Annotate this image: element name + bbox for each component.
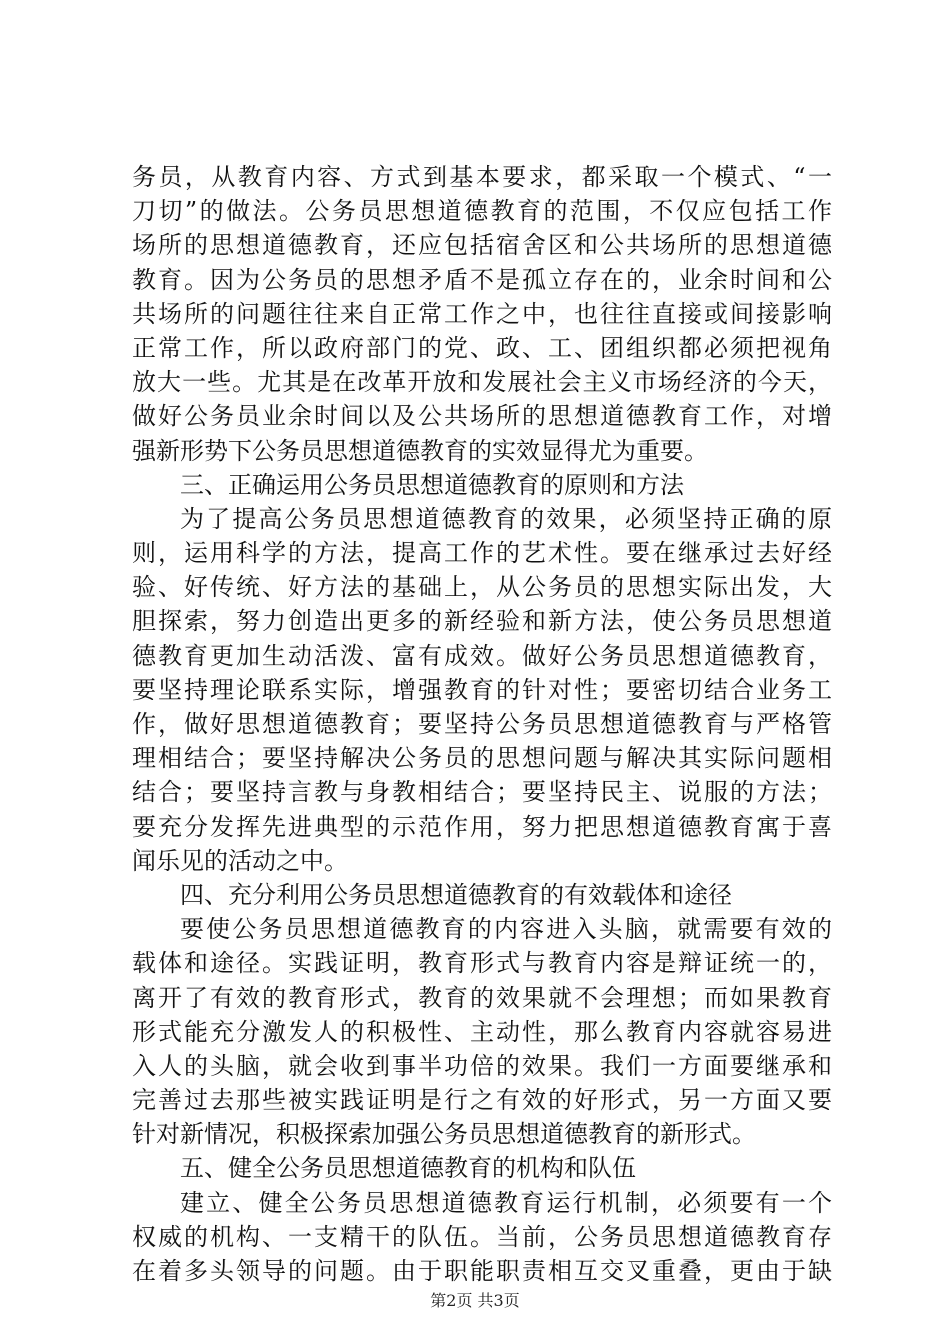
text-line: 离开了有效的教育形式，教育的效果就不会理想；而如果教育 (132, 983, 832, 1012)
section-heading: 三、正确运用公务员思想道德教育的原则和方法 (180, 470, 684, 499)
text-line: 德教育更加生动活泼、富有成效。做好公务员思想道德教育， (132, 641, 832, 670)
page-footer: 第2页 共3页 (430, 1291, 520, 1310)
text-line: 在着多头领导的问题。由于职能职责相互交叉重叠，更由于缺 (132, 1257, 832, 1285)
text-line: 正常工作，所以政府部门的党、政、工、团组织都必须把视角 (132, 333, 832, 362)
text-line: 胆探索，努力创造出更多的新经验和新方法，使公务员思想道 (132, 607, 832, 636)
text-line: 要使公务员思想道德教育的内容进入头脑，就需要有效的 (180, 915, 832, 944)
text-line: 场所的思想道德教育，还应包括宿舍区和公共场所的思想道德 (132, 231, 832, 260)
text-line: 作，做好思想道德教育；要坚持公务员思想道德教育与严格管 (132, 710, 832, 738)
text-line: 务员，从教育内容、方式到基本要求，都采取一个模式、“一 (132, 163, 832, 191)
section-heading: 五、健全公务员思想道德教育的机构和队伍 (180, 1154, 636, 1183)
text-line: 为了提高公务员思想道德教育的效果，必须坚持正确的原 (180, 504, 832, 533)
text-line: 则，运用科学的方法，提高工作的艺术性。要在继承过去好经 (132, 539, 832, 568)
text-line: 权威的机构、一支精干的队伍。当前，公务员思想道德教育存 (132, 1222, 832, 1251)
text-line: 完善过去那些被实践证明是行之有效的好形式，另一方面又要 (132, 1086, 832, 1115)
text-line: 做好公务员业余时间以及公共场所的思想道德教育工作，对增 (132, 402, 832, 431)
text-line: 验、好传统、好方法的基础上，从公务员的思想实际出发，大 (132, 573, 832, 602)
text-line: 放大一些。尤其是在改革开放和发展社会主义市场经济的今天， (132, 368, 832, 397)
text-line: 针对新情况，积极探索加强公务员思想道德教育的新形式。 (132, 1120, 756, 1149)
section-heading: 四、充分利用公务员思想道德教育的有效载体和途径 (180, 880, 732, 909)
text-line: 理相结合；要坚持解决公务员的思想问题与解决其实际问题相 (132, 744, 832, 773)
text-line: 要充分发挥先进典型的示范作用，努力把思想道德教育寓于喜 (132, 812, 832, 841)
text-line: 载体和途径。实践证明，教育形式与教育内容是辩证统一的， (132, 949, 832, 978)
text-line: 结合；要坚持言教与身教相结合；要坚持民主、说服的方法； (132, 778, 832, 807)
document-body (132, 160, 832, 1288)
text-line: 建立、健全公务员思想道德教育运行机制，必须要有一个 (180, 1188, 832, 1217)
text-line: 要坚持理论联系实际，增强教育的针对性；要密切结合业务工 (132, 675, 832, 704)
text-line: 强新形势下公务员思想道德教育的实效显得尤为重要。 (132, 436, 708, 465)
text-line: 闻乐见的活动之中。 (132, 846, 348, 875)
text-line: 形式能充分激发人的积极性、主动性，那么教育内容就容易进 (132, 1017, 832, 1046)
text-line: 入人的头脑，就会收到事半功倍的效果。我们一方面要继承和 (132, 1051, 832, 1080)
text-line: 共场所的问题往往来自正常工作之中，也往往直接或间接影响 (132, 299, 832, 328)
text-line: 教育。因为公务员的思想矛盾不是孤立存在的，业余时间和公 (132, 265, 832, 294)
text-line: 刀切”的做法。公务员思想道德教育的范围，不仅应包括工作 (132, 197, 832, 226)
